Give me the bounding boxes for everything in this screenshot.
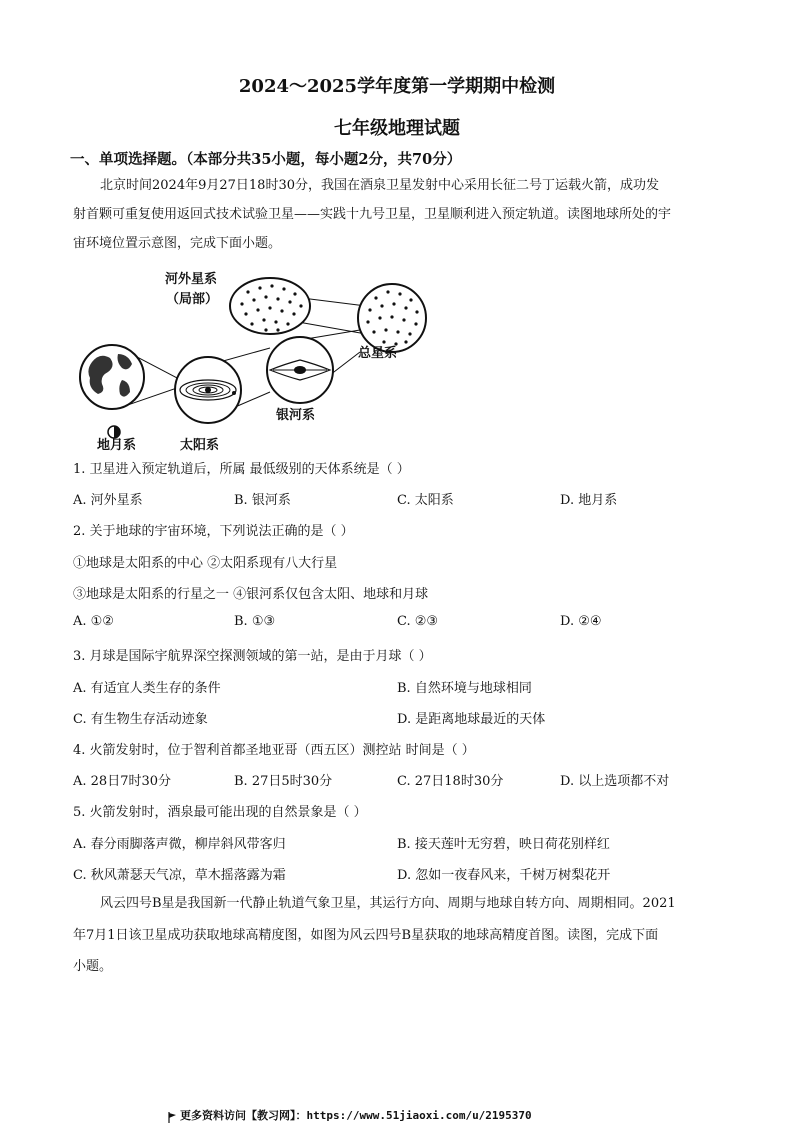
passage-line: 小题。 [73, 959, 113, 974]
passage-line: 北京时间2024年9月27日18时30分，我国在酒泉卫星发射中心采用长征二号丁运载火箭，成功发 [100, 178, 659, 193]
option-d[interactable]: D. 忽如一夜春风来，千树万树梨花开 [397, 868, 611, 883]
option-b[interactable]: B. 自然环境与地球相同 [397, 681, 532, 696]
passage-line: 射首颗可重复使用返回式技术试验卫星——实践十九号卫星，卫星顺利进入预定轨道。读图地球所处的宇 [73, 207, 672, 222]
passage-line: 宙环境位置示意图，完成下面小题。 [73, 236, 282, 251]
option-a[interactable]: A. 河外星系 [73, 493, 143, 508]
footer-link[interactable]: 更多资料访问【教习网】：https://www.51jiaoxi.com/u/2195370 [180, 1109, 532, 1122]
question-statements: ③地球是太阳系的行星之一 ④银河系仅包含太阳、地球和月球 [73, 587, 429, 602]
label-solar-system: 太阳系 [180, 438, 220, 453]
option-b[interactable]: B. 接天莲叶无穷碧，映日荷花别样红 [397, 837, 610, 852]
option-a[interactable]: A. 28日7时30分 [73, 774, 172, 789]
solar-system-icon [175, 357, 241, 423]
page-title: 2024～2025学年度第一学期期中检测 [238, 76, 556, 97]
option-c[interactable]: C. ②③ [397, 614, 439, 629]
label-metagalaxy: 总星系 [358, 346, 398, 361]
question-stem: 4. 火箭发射时，位于智利首都圣地亚哥（西五区）测控站 时间是（ ） [73, 743, 475, 758]
other-galaxies-icon [230, 278, 310, 334]
question-stem: 2. 关于地球的宇宙环境，下列说法正确的是（ ） [73, 524, 354, 539]
option-c[interactable]: C. 有生物生存活动迹象 [73, 712, 208, 727]
label-other-galaxies-partial: （局部） [166, 292, 219, 307]
option-d[interactable]: D. 以上选项都不对 [560, 774, 670, 789]
passage-line: 年7月1日该卫星成功获取地球高精度图，如图为风云四号B星获取的地球高精度首图。读图，完成下面 [73, 928, 659, 943]
option-d[interactable]: D. 地月系 [560, 493, 618, 508]
option-b[interactable]: B. 银河系 [234, 493, 291, 508]
label-other-galaxies: 河外星系 [165, 272, 218, 287]
option-c[interactable]: C. 27日18时30分 [397, 774, 504, 789]
label-earth-moon-system: 地月系 [97, 438, 137, 453]
option-a[interactable]: A. 春分雨脚落声微，柳岸斜风带客归 [73, 837, 286, 852]
option-c[interactable]: C. 太阳系 [397, 493, 454, 508]
label-milky-way: 银河系 [276, 408, 316, 423]
option-b[interactable]: B. 27日5时30分 [234, 774, 333, 789]
section-heading: 一、单项选择题。（本部分共35小题，每小题2分，共70分） [70, 151, 462, 168]
option-a[interactable]: A. ①② [73, 614, 114, 629]
option-b[interactable]: B. ①③ [234, 614, 276, 629]
page-subtitle: 七年级地理试题 [334, 118, 460, 139]
milky-way-icon [267, 337, 333, 403]
question-stem: 3. 月球是国际宇航界深空探测领域的第一站，是由于月球（ ） [73, 649, 432, 664]
flag-icon [168, 1108, 177, 1119]
question-stem: 5. 火箭发射时，酒泉最可能出现的自然景象是（ ） [73, 805, 367, 820]
question-statements: ①地球是太阳系的中心 ②太阳系现有八大行星 [73, 556, 338, 571]
option-a[interactable]: A. 有适宜人类生存的条件 [73, 681, 221, 696]
passage-line: 风云四号B星是我国新一代静止轨道气象卫星，其运行方向、周期与地球自转方向、周期相同。2021 [100, 896, 676, 911]
option-c[interactable]: C. 秋风萧瑟天气凉，草木摇落露为霜 [73, 868, 286, 883]
earth-moon-system-icon [80, 345, 144, 438]
question-stem: 1. 卫星进入预定轨道后，所属 最低级别的天体系统是（ ） [73, 462, 410, 477]
option-d[interactable]: D. 是距离地球最近的天体 [397, 712, 546, 727]
option-d[interactable]: D. ②④ [560, 614, 602, 629]
